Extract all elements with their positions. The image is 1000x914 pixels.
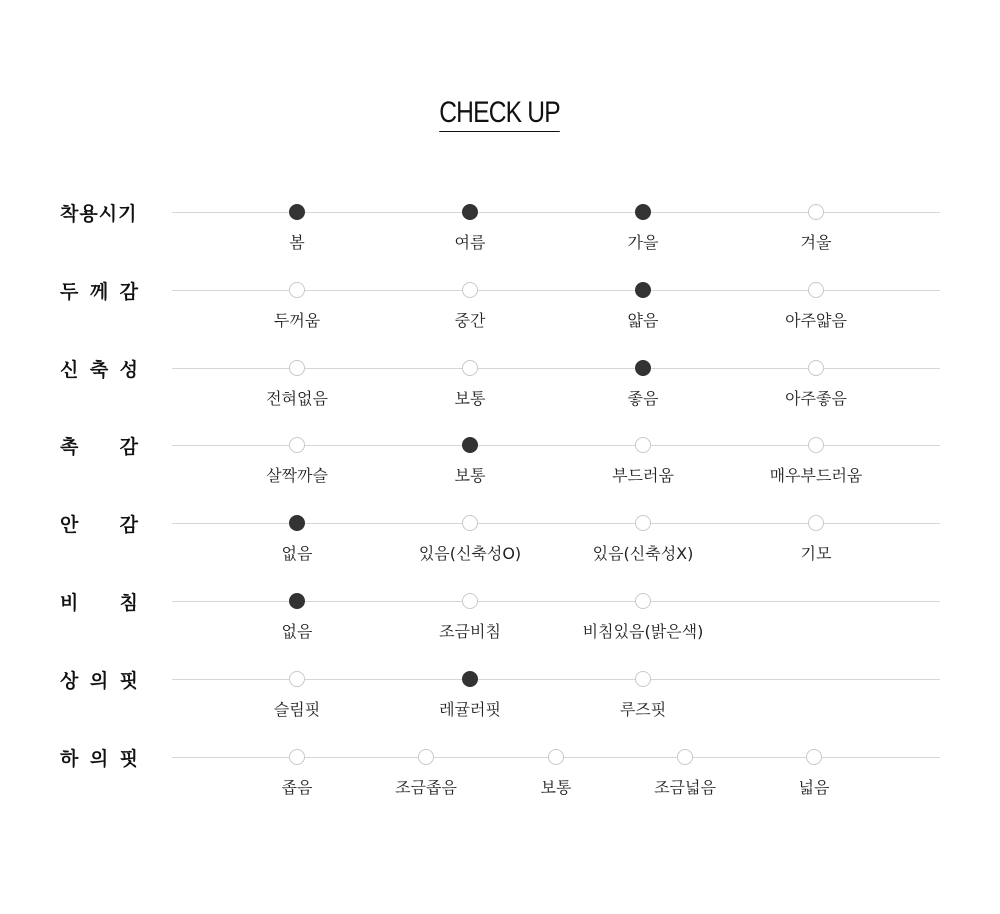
row-label-char: 감 (119, 435, 138, 458)
option-label: 조금비침 (439, 622, 501, 641)
selected-dot-icon (635, 204, 651, 220)
unselected-dot-icon (635, 515, 651, 531)
unselected-dot-icon (677, 749, 693, 765)
unselected-dot-icon (462, 360, 478, 376)
selected-dot-icon (462, 204, 478, 220)
option-label: 아주좋음 (785, 389, 847, 408)
row-label (60, 432, 138, 458)
track-line (172, 445, 940, 446)
selected-dot-icon (289, 515, 305, 531)
option-label: 좋음 (627, 389, 659, 408)
row-label-char: 두 (60, 280, 79, 303)
page-title: CHECK UP (440, 96, 561, 132)
unselected-dot-icon (548, 749, 564, 765)
unselected-dot-icon (808, 515, 824, 531)
option-label: 부드러움 (612, 466, 674, 485)
option-label: 겨울 (800, 233, 832, 252)
checkup-row (0, 435, 1000, 505)
option-label: 아주얇음 (785, 311, 847, 330)
row-label (60, 277, 138, 303)
option-label: 보통 (540, 778, 572, 797)
row-label (60, 510, 138, 536)
unselected-dot-icon (462, 515, 478, 531)
track-line (172, 212, 940, 213)
row-label-char: 촉 (60, 435, 79, 458)
checkup-row (0, 358, 1000, 428)
checkup-row (0, 513, 1000, 583)
row-label (60, 588, 138, 614)
option-label: 전혀없음 (266, 389, 328, 408)
checkup-row (0, 591, 1000, 661)
selected-dot-icon (289, 593, 305, 609)
option-label: 있음(신축성X) (592, 544, 694, 563)
unselected-dot-icon (808, 282, 824, 298)
option-label: 매우부드러움 (769, 466, 863, 485)
option-label: 없음 (281, 544, 313, 563)
unselected-dot-icon (635, 437, 651, 453)
option-label: 중간 (454, 311, 486, 330)
selected-dot-icon (462, 671, 478, 687)
selected-dot-icon (635, 360, 651, 376)
option-label: 넓음 (798, 778, 830, 797)
unselected-dot-icon (289, 749, 305, 765)
unselected-dot-icon (289, 671, 305, 687)
selected-dot-icon (462, 437, 478, 453)
selected-dot-icon (635, 282, 651, 298)
checkup-row (0, 747, 1000, 817)
option-label: 보통 (454, 389, 486, 408)
row-label-char: 상 (60, 669, 79, 692)
row-label-char: 핏 (119, 669, 138, 692)
row-label (60, 744, 138, 770)
row-label (60, 199, 138, 225)
option-label: 두꺼움 (273, 311, 321, 330)
row-label (60, 666, 138, 692)
unselected-dot-icon (289, 437, 305, 453)
unselected-dot-icon (462, 593, 478, 609)
option-label: 가을 (627, 233, 659, 252)
unselected-dot-icon (808, 204, 824, 220)
track-line (172, 523, 940, 524)
selected-dot-icon (289, 204, 305, 220)
option-label: 있음(신축성O) (418, 544, 522, 563)
row-label-char: 의 (89, 747, 109, 770)
row-label-char: 기 (118, 202, 138, 225)
option-label: 슬림핏 (273, 700, 321, 719)
option-label: 보통 (454, 466, 486, 485)
option-label: 봄 (289, 233, 305, 252)
unselected-dot-icon (418, 749, 434, 765)
checkup-row (0, 280, 1000, 350)
option-label: 살짝까슬 (266, 466, 328, 485)
row-label-char: 께 (89, 280, 109, 303)
unselected-dot-icon (289, 360, 305, 376)
track-line (172, 679, 940, 680)
unselected-dot-icon (806, 749, 822, 765)
row-label-char: 감 (119, 280, 138, 303)
row-label-char: 착 (60, 202, 80, 225)
unselected-dot-icon (462, 282, 478, 298)
row-label-char: 축 (89, 358, 109, 381)
row-label-char: 하 (60, 747, 79, 770)
unselected-dot-icon (808, 360, 824, 376)
row-label-char: 성 (119, 358, 138, 381)
option-label: 기모 (800, 544, 832, 563)
row-label-char: 용 (79, 202, 99, 225)
row-label-char: 안 (60, 513, 79, 536)
option-label: 여름 (454, 233, 486, 252)
unselected-dot-icon (635, 593, 651, 609)
track-line (172, 601, 940, 602)
unselected-dot-icon (289, 282, 305, 298)
row-label (60, 355, 138, 381)
checkup-row (0, 202, 1000, 272)
option-label: 조금넓음 (654, 778, 716, 797)
option-label: 루즈핏 (619, 700, 667, 719)
track-line (172, 368, 940, 369)
row-label-char: 시 (98, 202, 119, 225)
row-label-char: 감 (119, 513, 138, 536)
row-label-char: 의 (89, 669, 109, 692)
row-label-char: 신 (60, 358, 79, 381)
option-label: 비침있음(밝은색) (582, 622, 704, 641)
option-label: 얇음 (627, 311, 659, 330)
unselected-dot-icon (808, 437, 824, 453)
row-label-char: 핏 (119, 747, 138, 770)
row-label-char: 비 (60, 591, 79, 614)
row-label-char: 침 (119, 591, 138, 614)
track-line (172, 290, 940, 291)
option-label: 조금좁음 (395, 778, 457, 797)
unselected-dot-icon (635, 671, 651, 687)
option-label: 레귤러핏 (439, 700, 501, 719)
option-label: 없음 (281, 622, 313, 641)
option-label: 좁음 (281, 778, 313, 797)
checkup-row (0, 669, 1000, 739)
